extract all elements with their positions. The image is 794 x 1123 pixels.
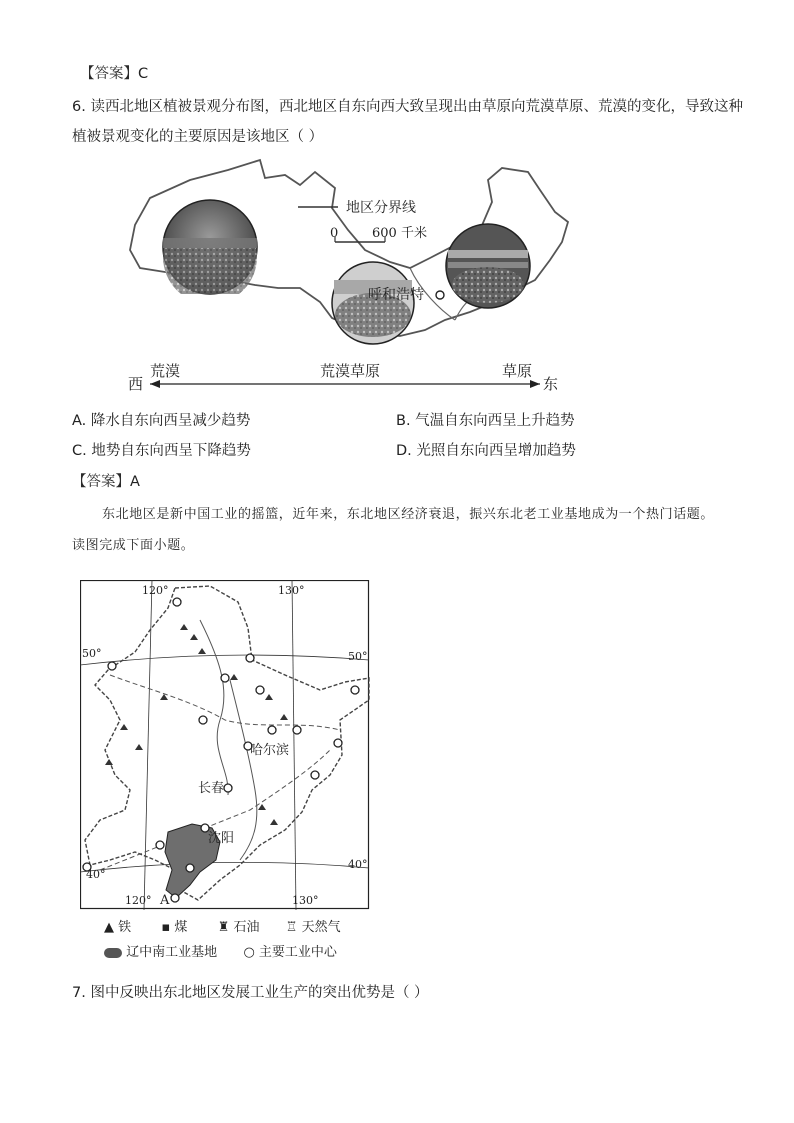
steppe-photo [446, 224, 530, 308]
axis-west-label: 西 [128, 375, 144, 393]
lat-50-left: 50° [82, 647, 102, 660]
answer-value: A [130, 474, 140, 490]
city-shenyang: 沈阳 [208, 831, 235, 846]
northeast-map-svg [80, 580, 370, 910]
hohhot-label: 呼和浩特 [368, 287, 424, 303]
legend-base: 辽中南工业基地 [126, 945, 218, 960]
scale-value: 600 千米 [372, 226, 427, 241]
zone-desert-label: 荒漠 [150, 362, 181, 380]
legend-gas: 天然气 [301, 920, 341, 935]
lat-40-right: 40° [348, 858, 368, 871]
answer-tag: 【答案】 [72, 474, 130, 490]
scale-zero: 0 [330, 226, 339, 241]
lon-130-top: 130° [278, 584, 305, 597]
lon-130-bottom: 130° [292, 894, 319, 907]
question-6-line-2: 植被景观变化的主要原因是该地区（ ） [72, 129, 324, 145]
oil-icon: ♜ [217, 920, 230, 935]
legend-center: 主要工业中心 [258, 945, 337, 960]
passage-line-1: 东北地区是新中国工业的摇篮，近年来，东北地区经济衰退，振兴东北老工业基地成为一个热门话题。 [102, 507, 715, 522]
point-a-label: A [160, 893, 170, 908]
industrial-base-icon [104, 948, 122, 958]
industrial-center-icon: ○ [243, 945, 255, 960]
answer-value: C [138, 66, 149, 82]
desert-steppe-photo [332, 262, 414, 344]
city-harbin: 哈尔滨 [250, 743, 290, 758]
zone-steppe-label: 草原 [502, 362, 533, 380]
lat-40-left: 40° [86, 868, 106, 881]
answer-tag: 【答案】 [80, 66, 138, 82]
gas-icon: ♖ [285, 920, 298, 935]
desert-photo [163, 200, 257, 294]
passage-line-2: 读图完成下面小题。 [72, 538, 195, 553]
option-a: A. 降水自东向西呈减少趋势 [72, 413, 251, 429]
city-changchun: 长春 [198, 781, 225, 796]
option-d: D. 光照自东向西呈增加趋势 [396, 443, 576, 459]
northwest-vegetation-map [110, 150, 580, 400]
answer-line-1 [80, 64, 148, 84]
legend-row-2 [104, 943, 337, 963]
zone-desert-steppe-label: 荒漠草原 [320, 362, 381, 380]
option-b: B. 气温自东向西呈上升趋势 [396, 413, 575, 429]
lon-120-bottom: 120° [125, 894, 152, 907]
legend-coal: 煤 [174, 920, 188, 935]
northeast-industry-map [80, 580, 370, 910]
legend-row-1 [104, 918, 341, 938]
answer-line-2 [72, 472, 140, 492]
legend-iron: 铁 [118, 920, 132, 935]
iron-icon: ▲ [104, 920, 114, 935]
lon-120-top: 120° [142, 584, 169, 597]
legend-oil: 石油 [233, 920, 260, 935]
map-frame [81, 581, 369, 909]
hohhot-marker [436, 291, 444, 299]
lat-50-right: 50° [348, 650, 368, 663]
question-7-line-1: 7. 图中反映出东北地区发展工业生产的突出优势是（ ） [72, 985, 429, 1001]
option-c: C. 地势自东向西呈下降趋势 [72, 443, 251, 459]
legend-boundary-label: 地区分界线 [346, 200, 416, 216]
axis-east-label: 东 [543, 375, 559, 393]
question-6-line-1: 6. 读西北地区植被景观分布图，西北地区自东向西大致呈现出由草原向荒漠草原、荒漠的变化，导致这种 [72, 99, 743, 115]
coal-icon: ▪ [161, 920, 171, 935]
northwest-map-svg [110, 150, 580, 400]
